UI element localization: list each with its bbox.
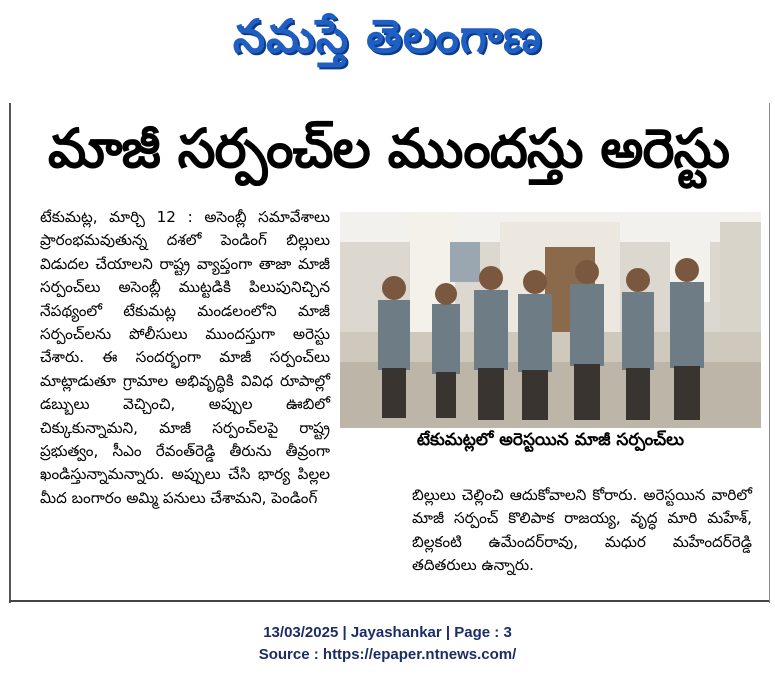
group-photo-illustration bbox=[340, 212, 761, 428]
photo-caption-text: టేకుమట్లలో అరెస్టయిన మాజీ సర్పంచ్‌లు bbox=[416, 430, 685, 450]
newspaper-logo-text: నమస్తే తెలంగాణ bbox=[232, 9, 543, 63]
article-photo bbox=[340, 212, 761, 428]
footer-date-edition-page: 13/03/2025 | Jayashankar | Page : 3 bbox=[263, 624, 512, 641]
photo-caption bbox=[340, 428, 761, 456]
article-body-left-text: టేకుమట్ల, మార్చి 12 : అసెంబ్లీ సమావేశాలు ప్రారంభమవుతున్న దశలో పెండింగ్‌ బిల్లులు విడుదల చేయాలని రాష్ట్ర వ్యాప్తంగా తాజా మాజీ సర్పంచ్‌లు అసెంబ్లీ ముట్టడికి పిలుపునిచ్చిన నేపథ్యంలో టేకుమట్ల మండలంలోని మాజీ సర్పంచ్‌లను పోలీసులు ముందస్తుగా అరెస్టు చేశారు. ఈ సందర్భంగా మాజీ సర్పంచ్‌లు మాట్లాడుతూ గ్రామాల అభివృద్ధికి వివిధ రూపాల్లో డబ్బులు వెచ్చించి, అప్పుల ఊబిలో చిక్కుకున్నామని, మాజీ సర్పంచ్‌లపై రాష్ట్ర ప్రభుత్వం, సీఎం రేవంత్‌రెడ్డి తీరును తీవ్రంగా ఖండిస్తున్నామన్నారు. అప్పులు చేసి భార్య పిల్లల మీద బంగారం అమ్మి పనులు చేశామని, పెండింగ్‌ bbox=[40, 208, 330, 507]
newspaper-logo bbox=[0, 4, 775, 80]
clipping-border-bottom bbox=[9, 600, 769, 602]
clipping-border-right bbox=[769, 103, 770, 603]
clipping-border-left bbox=[9, 103, 11, 603]
article-body-column-right bbox=[412, 484, 752, 578]
article-body-column-left bbox=[40, 206, 330, 510]
article-body-right-text: బిల్లులు చెల్లించి ఆదుకోవాలని కోరారు. అరెస్టయిన వారిలో మాజీ సర్పంచ్‌ కొలిపాక రాజయ్య, వృద్ధ మారి మహేశ్‌, బిల్లకంటి ఉమేందర్‌రావు, మధుర మహేందర్‌రెడ్డి తదితరులు ఉన్నారు. bbox=[412, 486, 752, 575]
article-headline-text: మాజీ సర్పంచ్‌ల ముందస్తు అరెస్టు bbox=[47, 116, 730, 180]
article-headline bbox=[16, 110, 761, 200]
footer-source-url: Source : https://epaper.ntnews.com/ bbox=[258, 646, 517, 663]
